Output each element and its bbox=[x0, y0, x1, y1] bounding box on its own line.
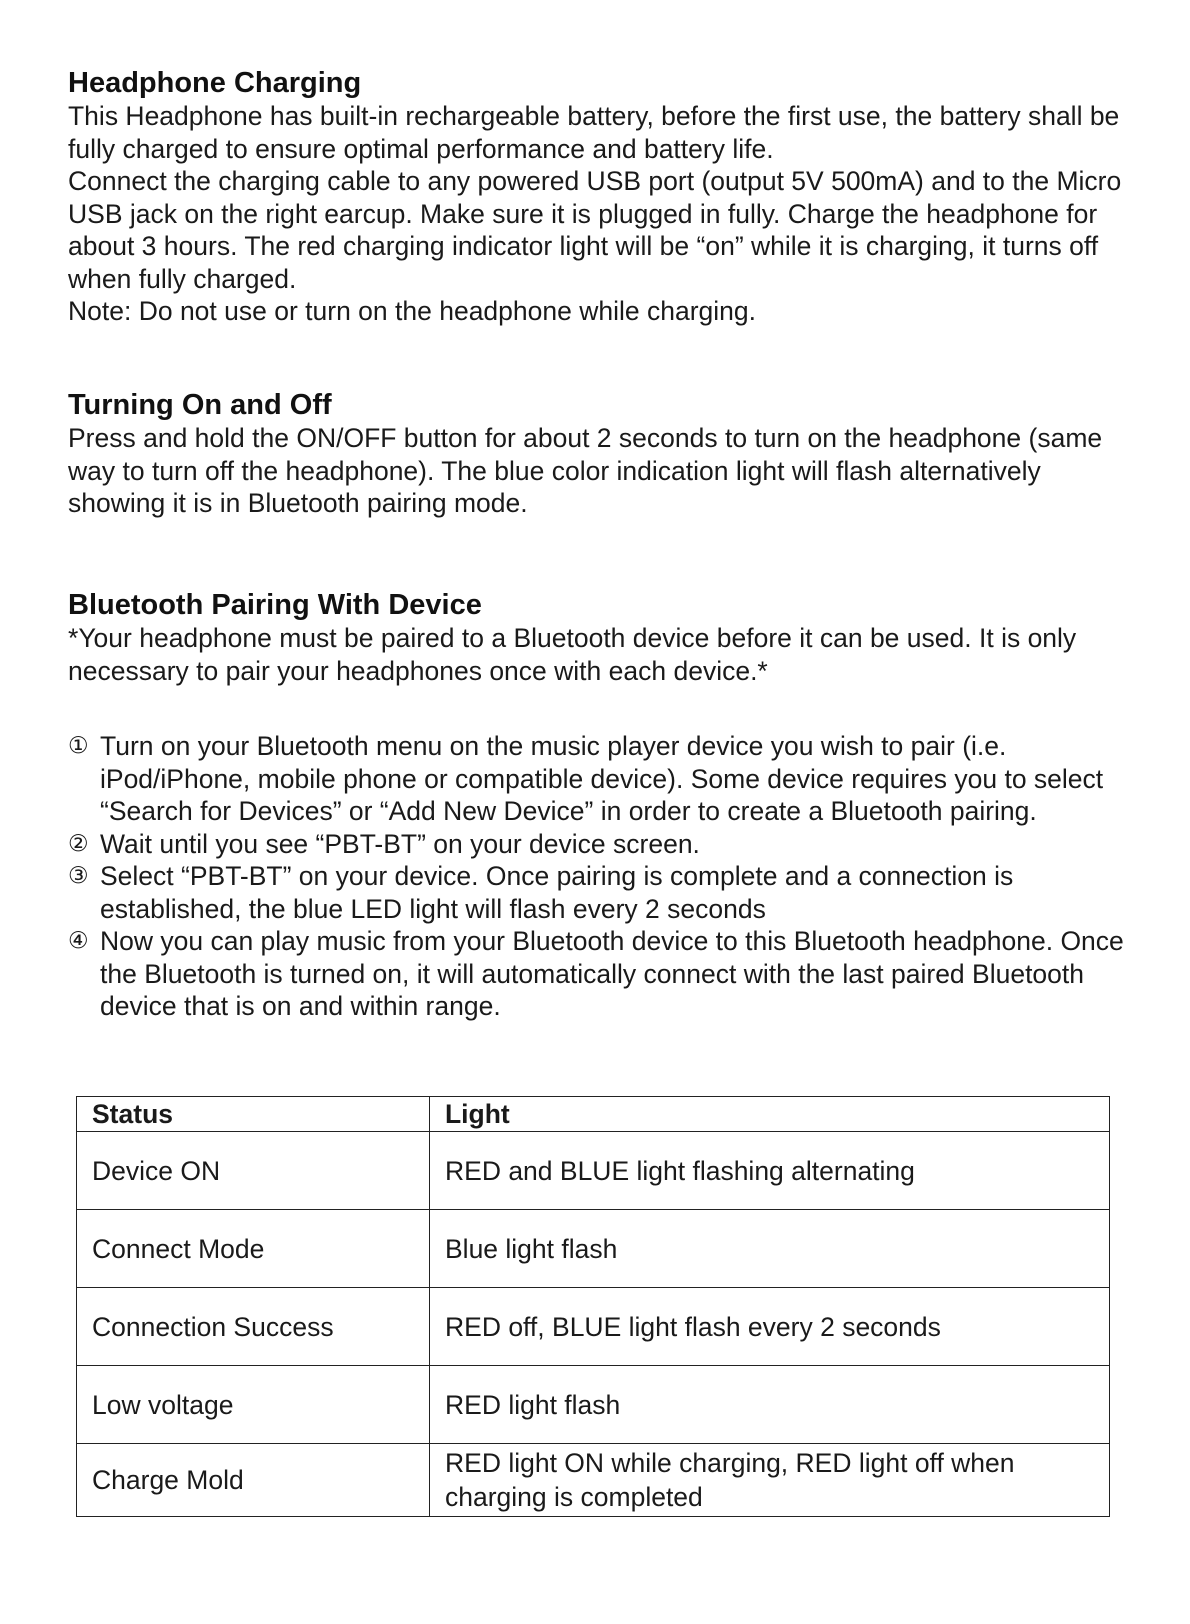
table-row bbox=[77, 1210, 1110, 1288]
note: Note: Do not use or turn on the headphone while charging. bbox=[68, 296, 756, 326]
step-number: ④ bbox=[68, 928, 89, 954]
paragraph: Press and hold the ON/OFF button for about 2 seconds to turn on the headphone (same way to turn off the headphone). The blue color indication light will flash alternatively showing it is in Bluetooth pairing mode. bbox=[68, 423, 1103, 518]
table-row bbox=[77, 1444, 1110, 1517]
light-cell: RED and BLUE light flashing alternating bbox=[430, 1132, 1110, 1210]
step-text: Turn on your Bluetooth menu on the music player device you wish to pair (i.e. iPod/iPhone, mobile phone or compatible device). Some device requires you to select “Search for Devices” or “Add New Device” in order to create a Bluetooth pairing. bbox=[100, 731, 1104, 826]
light-cell: RED off, BLUE light flash every 2 seconds bbox=[430, 1288, 1110, 1366]
column-header-light: Light bbox=[430, 1097, 1110, 1132]
table-row bbox=[77, 1366, 1110, 1444]
step-number: ① bbox=[68, 733, 89, 759]
status-cell: Connection Success bbox=[77, 1288, 430, 1366]
section-headphone-charging bbox=[68, 66, 1128, 328]
step-text: Select “PBT-BT” on your device. Once pairing is complete and a connection is established, the blue LED light will flash every 2 seconds bbox=[100, 861, 1014, 924]
table-row bbox=[77, 1132, 1110, 1210]
status-cell: Low voltage bbox=[77, 1366, 430, 1444]
list-item bbox=[68, 828, 1138, 861]
list-item bbox=[68, 925, 1138, 1023]
table-header-row bbox=[77, 1097, 1110, 1132]
list-item bbox=[68, 730, 1138, 828]
section-bluetooth-pairing bbox=[68, 588, 1128, 687]
step-number: ③ bbox=[68, 863, 89, 889]
paragraph: This Headphone has built-in rechargeable battery, before the first use, the battery shall be fully charged to ensure optimal performance and battery life. bbox=[68, 101, 1120, 164]
status-cell: Charge Mold bbox=[77, 1444, 430, 1517]
light-cell: Blue light flash bbox=[430, 1210, 1110, 1288]
list-item bbox=[68, 860, 1138, 925]
table-row bbox=[77, 1288, 1110, 1366]
pairing-steps-list bbox=[68, 730, 1138, 1023]
column-header-status: Status bbox=[77, 1097, 430, 1132]
section-heading: Turning On and Off bbox=[68, 389, 332, 421]
status-cell: Connect Mode bbox=[77, 1210, 430, 1288]
paragraph: Connect the charging cable to any powered USB port (output 5V 500mA) and to the Micro USB jack on the right earcup. Make sure it is plugged in fully. Charge the headphone for about 3 hours. The red charging indicator light will be “on” while it is charging, it turns off when fully charged. bbox=[68, 166, 1122, 294]
section-turning-on-off bbox=[68, 388, 1128, 520]
light-cell: RED light flash bbox=[430, 1366, 1110, 1444]
status-light-table bbox=[76, 1096, 1110, 1517]
step-number: ② bbox=[68, 830, 89, 857]
status-cell: Device ON bbox=[77, 1132, 430, 1210]
section-heading: Headphone Charging bbox=[68, 67, 362, 99]
step-text: Now you can play music from your Bluetooth device to this Bluetooth headphone. Once the Bluetooth is turned on, it will automatically connect with the last paired Bluetooth device that is on and within range. bbox=[100, 926, 1124, 1021]
light-cell: RED light ON while charging, RED light off when charging is completed bbox=[430, 1444, 1110, 1517]
paragraph: *Your headphone must be paired to a Bluetooth device before it can be used. It is only necessary to pair your headphones once with each device.* bbox=[68, 623, 1077, 686]
section-heading: Bluetooth Pairing With Device bbox=[68, 589, 482, 621]
step-text: Wait until you see “PBT-BT” on your device screen. bbox=[100, 828, 700, 859]
